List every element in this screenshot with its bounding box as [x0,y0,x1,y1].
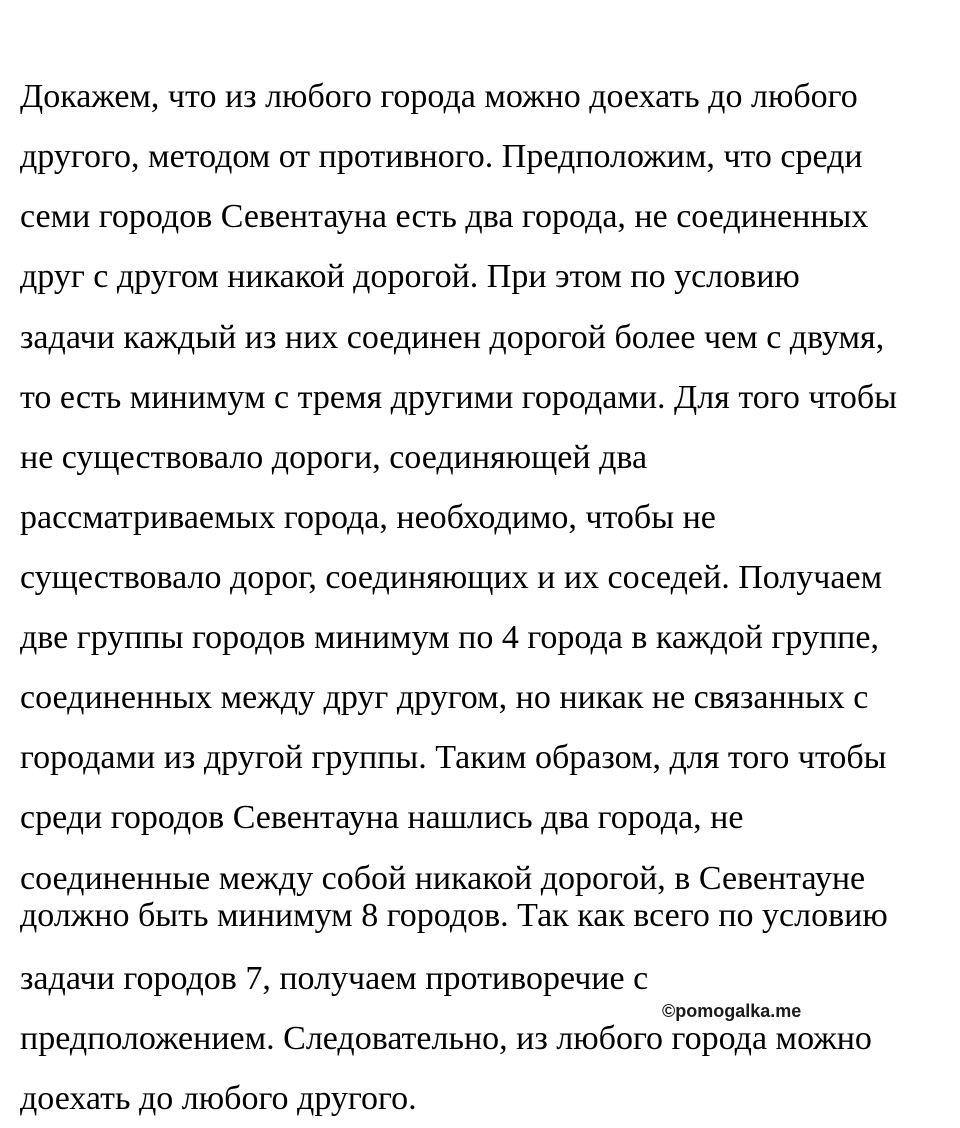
text-line-17: предположением. Следовательно, из любого города можно [20,1020,872,1057]
text-line-16: задачи городов 7, получаем противоречие с [20,960,649,997]
text-line-14: соединенные между собой никакой дорогой, в Севентауне [20,860,866,897]
text-line-10: две группы городов минимум по 4 города в каждой группе, [20,619,879,656]
text-line-7: не существовало дороги, соединяющей два [20,439,648,476]
text-line-8: рассматриваемых города, необходимо, чтобы не [20,499,716,536]
text-line-3: семи городов Севентауна есть два города, не соединенных [20,198,869,235]
text-line-12: городами из другой группы. Таким образом, для того чтобы [20,739,887,776]
text-line-13: среди городов Севентауна нашлись два города, не [20,799,744,836]
text-line-2: другого, методом от противного. Предположим, что среди [20,138,863,175]
text-line-15: должно быть минимум 8 городов. Так как всего по условию [20,897,888,934]
text-line-18: доехать до любого другого. [20,1080,417,1117]
text-line-5: задачи каждый из них соединен дорогой более чем с двумя, [20,319,885,356]
text-line-9: существовало дорог, соединяющих и их соседей. Получаем [20,559,883,596]
text-line-1: Докажем, что из любого города можно доехать до любого [20,78,858,115]
watermark: ©pomogalka.me [662,1001,802,1021]
text-line-4: друг с другом никакой дорогой. При этом по условию [20,258,800,295]
text-line-11: соединенных между друг другом, но никак не связанных с [20,679,869,716]
text-line-6: то есть минимум с тремя другими городами. Для того чтобы [20,379,897,416]
